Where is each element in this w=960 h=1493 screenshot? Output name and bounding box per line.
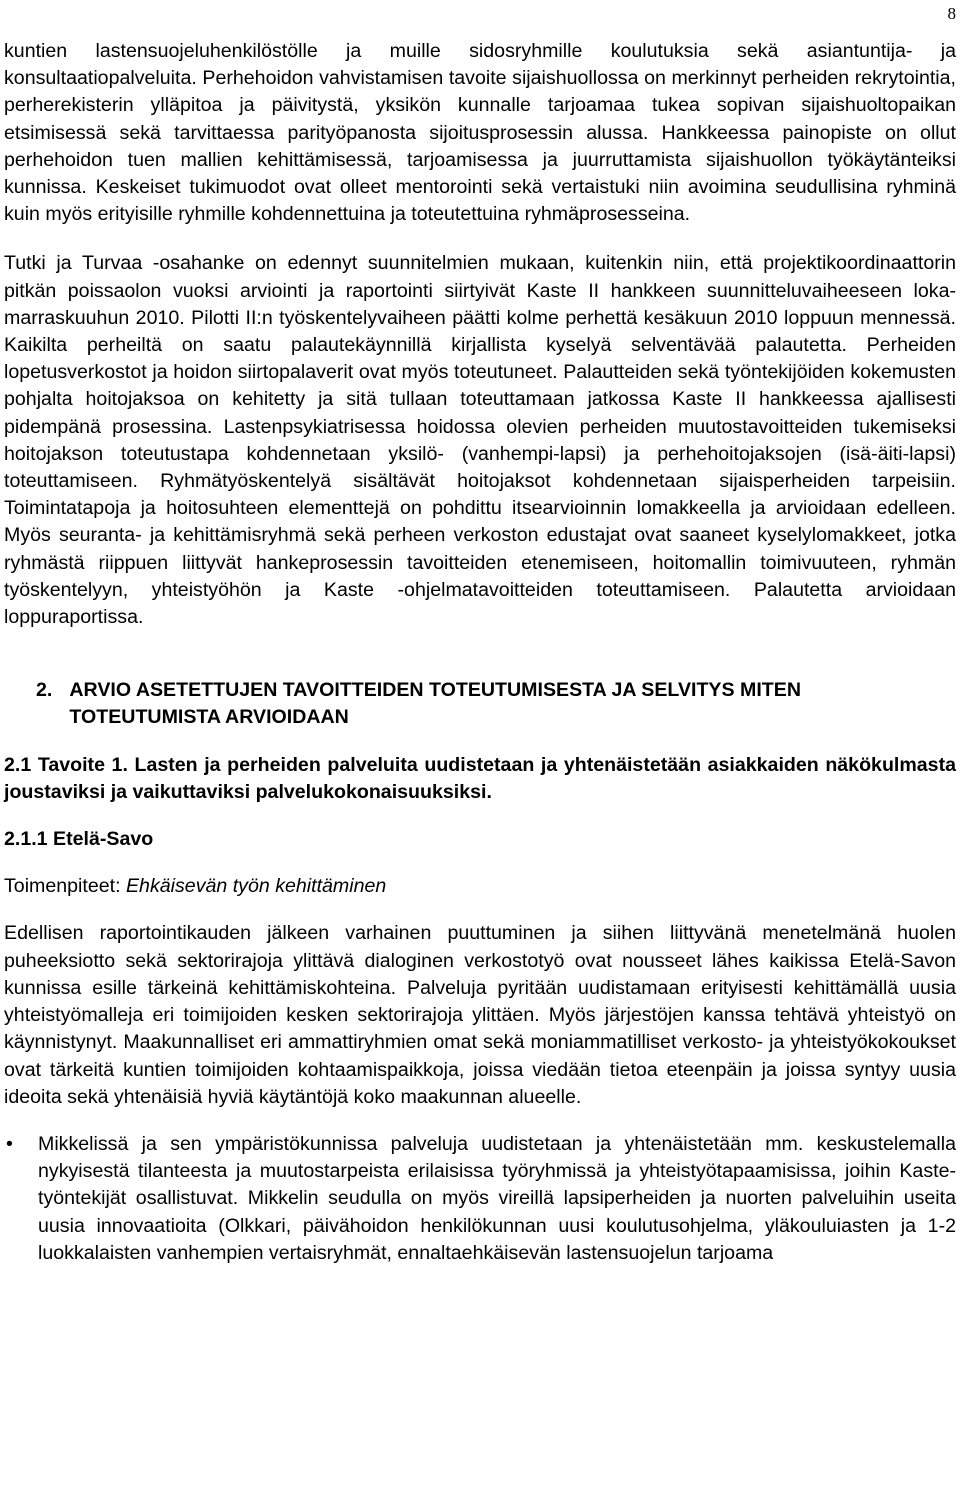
paragraph-tutki-ja-turvaa: Tutki ja Turvaa -osahanke on edennyt suunnitelmien mukaan, kuitenkin niin, että projektikoordinaattorin pitkän poissaolon vuoksi arviointi ja raportointi siirtyivät Kaste II hankkeen suunnitteluvaiheeseen loka-marraskuuhun 2010. Pilotti II:n työskentelyvaiheen päätti kolme perhettä kesäkuun 2010 loppuun mennessä. Kaikilta perheiltä on saatu palautekäynnillä kirjallista kyselyä selventävää palautetta. Perheiden lopetusverkostot ja hoidon siirtopalaverit ovat myös toteutuneet. Palautteiden sekä työntekijöiden kokemusten pohjalta hoitojaksoa on kehitetty ja sitä tullaan toteuttamaan jatkossa Kaste II hankkeessa ajallisesti pidempänä prosessina. Lastenpsykiatrisessa hoidossa olevien perheiden muutostavoitteiden tukemiseksi hoitojakson toteutustapa kohdennetaan yksilö- (vanhempi-lapsi) ja perhehoitojaksojen (isä-äiti-lapsi) toteuttamiseen. Ryhmätyöskentelyä sisältävät hoitojaksot kohdennetaan sijaisperheiden tarpeisiin. Toimintatapoja ja hoitosuhteen elementtejä on pohdittu itsearvioinnin lomakkeella ja arvioidaan edelleen. Myös seuranta- ja kehittämisryhmä sekä perheen verkoston edustajat ovat saaneet kyselylomakkeet, jotka ryhmästä riippuen liittyvät hankeprosessin tavoitteiden etenemiseen, hoitomallin toimivuuteen, ryhmän työskentelyyn, yhteistyöhön ja Kaste -ohjelmatavoitteiden toteuttamiseen. Palautetta arvioidaan loppuraportissa. xyxy=(4,252,956,629)
measures-value: Ehkäisevän työn kehittäminen xyxy=(125,875,387,898)
document-body xyxy=(4,38,956,1267)
spacer xyxy=(4,900,956,920)
list-item xyxy=(4,1131,956,1267)
spacer xyxy=(4,853,956,873)
bullet-icon: • xyxy=(6,1132,13,1155)
section-title: ARVIO ASETETTUJEN TAVOITTEIDEN TOTEUTUMISESTA JA SELVITYS MITEN TOTEUTUMISTA ARVIOIDAAN xyxy=(69,679,801,729)
spacer xyxy=(4,631,956,677)
list-item-text: Mikkelissä ja sen ympäristökunnissa palveluja uudistetaan ja yhtenäistetään mm. keskustelemalla nykyisestä tilanteesta ja muutostarpeista erilaisissa työryhmissä ja yhteistyötapaamisissa, joihin Kaste-työntekijät osallistuvat. Mikkelin seudulla on myös vireillä lapsiperheiden ja nuorten palveluihin useita uusia innovaatioita (Olkkari, päivähoidon henkilökunnan uusi koulutusohjelma, yläkouluiasten ja 1-2 luokkalaisten vanhempien vertaisryhmät, ennaltaehkäisevän lastensuojelun tarjoama xyxy=(38,1132,956,1264)
paragraph-etela-savo: Edellisen raportointikauden jälkeen varhainen puuttuminen ja siihen liittyvänä menetelmänä huolen puheeksiotto sekä sektorirajoja ylittävä dialoginen verkostotyö ovat nousseet lähes kaikissa Etelä-Savon kunnissa esille tärkeinä kehittämiskohteina. Palveluja pyritään uudistamaan erityisesti kehittämällä uusia yhteistyömalleja eri toimijoiden kesken sektorirajoja ylittäen. Myös järjestöjen kanssa tehtävä yhteistyö on käynnistynyt. Maakunnalliset eri ammattiryhmien omat sekä moniammatilliset verkosto- ja yhteistyökokoukset ovat tärkeitä kuntien toimijoiden kohtaamispaikkoja, joissa viedään tietoa eteenpäin ja joissa syntyy uusia ideoita sekä yhtenäisiä hyviä käytäntöjä koko maakunnan alueelle. xyxy=(4,922,956,1108)
measures-line xyxy=(4,873,956,900)
spacer xyxy=(4,1111,956,1131)
section-number: 2. xyxy=(36,679,53,702)
section-heading-2 xyxy=(4,677,956,731)
spacer xyxy=(4,806,956,826)
measures-label: Toimenpiteet: xyxy=(4,875,126,898)
paragraph-intro: kuntien lastensuojeluhenkilöstölle ja muille sidosryhmille koulutuksia sekä asiantuntija- ja konsultaatiopalveluita. Perhehoidon vahvistamisen tavoite sijaishuollossa on merkinnyt perheiden rekrytointia, perherekisterin ylläpitoa ja päivitystä, yksikön kunnalle tarjoamaa tukea sopivan sijaishuoltopaikan etsimisessä sekä tarvittaessa parityöpanosta sijoitusprosessin alussa. Hankkeessa painopiste on ollut perhehoidon tuen mallien kehittämisessä, tarjoamisessa ja juurruttamista sijaishuollon työkäytänteiksi kunnissa. Keskeiset tukimuodot ovat olleet mentorointi sekä vertaistuki niin avoimina seudullisina ryhminä kuin myös erityisille ryhmille kohdennettuina ja toteutettuina ryhmäprosesseina. xyxy=(4,40,956,226)
bullet-list xyxy=(4,1131,956,1267)
page-number: 8 xyxy=(947,4,956,23)
spacer xyxy=(4,732,956,752)
spacer xyxy=(4,228,956,250)
subsection-heading-2-1: 2.1 Tavoite 1. Lasten ja perheiden palveluita uudistetaan ja yhtenäistetään asiakkaiden näkökulmasta joustaviksi ja vaikuttaviksi palvelukokonaisuuksiksi. xyxy=(4,753,956,803)
subsection-heading-2-1-1: 2.1.1 Etelä-Savo xyxy=(4,828,154,851)
